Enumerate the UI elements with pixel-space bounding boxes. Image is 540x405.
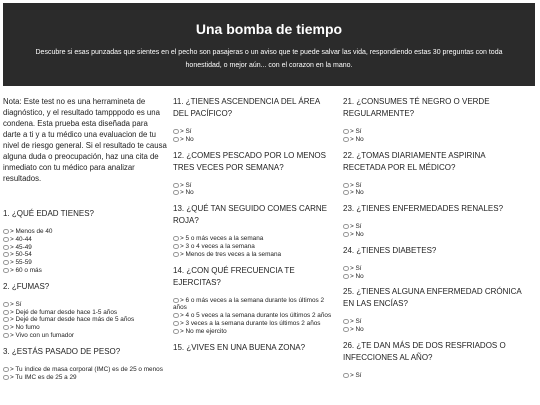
question-title: 24. ¿TIENES DIABETES? — [343, 245, 437, 255]
question-title: 11. ¿TIENES ASCENDENCIA DEL ÁREA DEL PACÍFICO? — [173, 97, 320, 118]
radio-icon[interactable] — [3, 229, 9, 234]
option-label: > 45-49 — [10, 243, 32, 251]
radio-icon[interactable] — [173, 321, 179, 326]
radio-icon[interactable] — [173, 313, 179, 318]
option-label: > 40-44 — [10, 235, 32, 243]
option[interactable] — [173, 251, 335, 259]
options-list — [3, 228, 167, 275]
radio-icon[interactable] — [3, 325, 9, 330]
options-list — [173, 235, 335, 258]
radio-icon[interactable] — [3, 268, 9, 273]
option-label: > No — [180, 189, 194, 197]
option[interactable] — [173, 235, 335, 243]
radio-icon[interactable] — [3, 260, 9, 265]
options-list — [343, 318, 525, 334]
option[interactable] — [3, 374, 167, 382]
radio-icon[interactable] — [173, 190, 179, 195]
option-label: > Tu índice de masa corporal (IMC) es de 25 o menos — [10, 365, 163, 373]
question-24 — [343, 245, 525, 281]
radio-icon[interactable] — [343, 266, 349, 271]
question-22 — [343, 150, 525, 198]
question-15 — [173, 342, 335, 354]
radio-icon[interactable] — [3, 252, 9, 257]
options-list — [173, 182, 335, 198]
option-label: > Sí — [350, 128, 362, 135]
radio-icon[interactable] — [173, 236, 179, 241]
option[interactable] — [3, 366, 167, 374]
options-list — [343, 372, 525, 380]
option[interactable] — [173, 297, 335, 313]
option-label: > 3 veces a la semana durante los últimos 2 años — [180, 319, 321, 327]
option-label: > No — [350, 272, 364, 280]
radio-icon[interactable] — [173, 129, 179, 134]
option-label: > No fumo — [10, 324, 40, 332]
radio-icon[interactable] — [343, 129, 349, 134]
option-label: > Menos de 40 — [10, 228, 53, 235]
radio-icon[interactable] — [343, 373, 349, 378]
option[interactable] — [3, 324, 167, 332]
options-list — [343, 128, 525, 144]
question-title: 23. ¿TIENES ENFERMEDADES RENALES? — [343, 204, 504, 214]
radio-icon[interactable] — [173, 137, 179, 142]
option-label: > No — [350, 135, 364, 143]
option[interactable] — [173, 182, 335, 190]
option[interactable] — [343, 372, 525, 380]
option[interactable] — [343, 326, 525, 334]
question-21 — [343, 96, 525, 144]
option-label: > No — [350, 326, 364, 334]
question-12 — [173, 150, 335, 198]
options-list — [173, 297, 335, 336]
options-list — [3, 366, 167, 382]
radio-icon[interactable] — [343, 183, 349, 188]
radio-icon[interactable] — [343, 319, 349, 324]
option-label: > Sí — [350, 223, 362, 231]
option-label: > No — [180, 135, 194, 143]
radio-icon[interactable] — [173, 329, 179, 334]
radio-icon[interactable] — [343, 190, 349, 195]
radio-icon[interactable] — [173, 252, 179, 257]
option-label: > No me ejercito — [180, 327, 227, 335]
option[interactable] — [343, 265, 525, 273]
option-label: > Sí — [350, 264, 362, 272]
option[interactable] — [3, 244, 167, 252]
question-title: 12. ¿COMES PESCADO POR LO MENOS TRES VECES POR SEMANA? — [173, 150, 326, 172]
options-list — [343, 182, 525, 198]
question-11 — [173, 96, 335, 144]
column-3 — [343, 96, 525, 386]
radio-icon[interactable] — [173, 298, 179, 303]
question-title: 15. ¿VIVES EN UNA BUENA ZONA? — [173, 342, 306, 352]
option[interactable] — [173, 136, 335, 144]
option[interactable] — [3, 259, 167, 267]
question-14 — [173, 265, 335, 336]
radio-icon[interactable] — [173, 244, 179, 249]
radio-icon[interactable] — [173, 183, 179, 188]
radio-icon[interactable] — [343, 327, 349, 332]
option-label: > Dejé de fumar desde hace más de 5 años — [10, 316, 135, 324]
option-label: > 60 o más — [10, 266, 42, 274]
question-25 — [343, 286, 525, 334]
question-title: 22. ¿TOMAS DIARIAMENTE ASPIRINA RECETADA POR EL MÉDICO? — [343, 150, 486, 172]
question-title: 3. ¿ESTÁS PASADO DE PESO? — [3, 346, 121, 356]
question-title: 13. ¿QUÉ TAN SEGUIDO COMES CARNE ROJA? — [173, 204, 327, 226]
option[interactable] — [3, 332, 167, 340]
option[interactable] — [343, 231, 525, 239]
option[interactable] — [3, 316, 167, 324]
option[interactable] — [343, 273, 525, 281]
options-list — [343, 265, 525, 281]
option[interactable] — [343, 128, 525, 136]
question-2 — [3, 281, 167, 340]
option[interactable] — [173, 243, 335, 251]
option-label: > Sí — [180, 181, 192, 189]
option[interactable] — [3, 251, 167, 259]
page-subtitle: Descubre si esas punzadas que sientes en el pecho son pasajeras o un aviso que te puede salvar las vida, respondiendo estas 30 preguntas con toda honestidad, o mejor aún... con el corazon en la mano. — [35, 49, 503, 69]
option[interactable] — [173, 328, 335, 336]
option[interactable] — [3, 228, 167, 236]
disclaimer-note: Nota: Este test no es una herramineta de diagnóstico, y el resultado tampppodo es una condena. Esta prueba esta diseñada para darte a ti y a tu médico una evaluacion de tu nivel de riesgo general. Si el resultado te causa alguna duda o preocupación, haz una cita de inmediato con tu médico para analizar resultados. — [3, 97, 167, 183]
option-label: > Dejé de fumar desde hace 1-5 años — [10, 308, 118, 316]
radio-icon[interactable] — [3, 245, 9, 250]
radio-icon[interactable] — [3, 375, 9, 380]
question-title: 21. ¿CONSUMES TÉ NEGRO O VERDE REGULARMENTE? — [343, 97, 490, 118]
option-label: > Vivo con un fumador — [10, 331, 75, 339]
options-list — [173, 128, 335, 144]
option-label: > 3 o 4 veces a la semana — [180, 242, 255, 250]
option[interactable] — [173, 128, 335, 136]
question-1 — [3, 208, 167, 275]
option-label: > Tu IMC es de 25 a 29 — [10, 373, 77, 381]
radio-icon[interactable] — [3, 333, 9, 338]
question-title: 25. ¿TIENES ALGUNA ENFERMEDAD CRÓNICA EN LAS ENCÍAS? — [343, 287, 522, 309]
option[interactable] — [173, 189, 335, 197]
option-label: > No — [350, 230, 364, 238]
radio-icon[interactable] — [343, 224, 349, 229]
option-label: > No — [350, 189, 364, 197]
radio-icon[interactable] — [343, 274, 349, 279]
option[interactable] — [343, 189, 525, 197]
option-label: > 6 o más veces a la semana durante los últimos 2 años — [173, 296, 325, 312]
radio-icon[interactable] — [343, 137, 349, 142]
question-title: 26. ¿TE DAN MÁS DE DOS RESFRIADOS O INFECCIONES AL AÑO? — [343, 340, 506, 362]
radio-icon[interactable] — [343, 232, 349, 237]
option[interactable] — [3, 309, 167, 317]
option[interactable] — [343, 136, 525, 144]
option-label: > Sí — [10, 300, 22, 308]
page-title: Una bomba de tiempo — [195, 21, 343, 37]
option[interactable] — [343, 318, 525, 326]
radio-icon[interactable] — [3, 367, 9, 372]
option[interactable] — [343, 182, 525, 190]
column-2 — [173, 96, 335, 362]
column-1 — [3, 96, 167, 387]
option-label: > 4 o 5 veces a la semana durante los últimos 2 años — [180, 312, 332, 320]
option[interactable] — [3, 301, 167, 309]
options-list — [343, 223, 525, 239]
radio-icon[interactable] — [3, 302, 9, 307]
option[interactable] — [343, 223, 525, 231]
option-label: > 50-54 — [10, 251, 32, 259]
radio-icon[interactable] — [3, 310, 9, 315]
question-26 — [343, 340, 525, 380]
option[interactable] — [3, 236, 167, 244]
option-label: > Menos de tres veces a la semana — [180, 250, 282, 258]
option-label: > 55-59 — [10, 259, 32, 267]
question-23 — [343, 203, 525, 239]
radio-icon[interactable] — [3, 317, 9, 322]
option-label: > Sí — [350, 318, 362, 326]
header-banner — [3, 3, 535, 86]
option[interactable] — [173, 312, 335, 320]
question-3 — [3, 346, 167, 382]
option[interactable] — [3, 267, 167, 275]
option-label: > Sí — [180, 128, 192, 135]
radio-icon[interactable] — [3, 237, 9, 242]
option[interactable] — [173, 320, 335, 328]
options-list — [3, 301, 167, 340]
question-title: 14. ¿CON QUÉ FRECUENCIA TE EJERCITAS? — [173, 265, 295, 287]
option-label: > Sí — [350, 371, 362, 379]
option-label: > Sí — [350, 181, 362, 189]
question-title: 2. ¿FUMAS? — [3, 281, 50, 291]
question-13 — [173, 203, 335, 258]
option-label: > 5 o más veces a la semana — [180, 235, 264, 243]
question-title: 1. ¿QUÉ EDAD TIENES? — [3, 209, 94, 218]
